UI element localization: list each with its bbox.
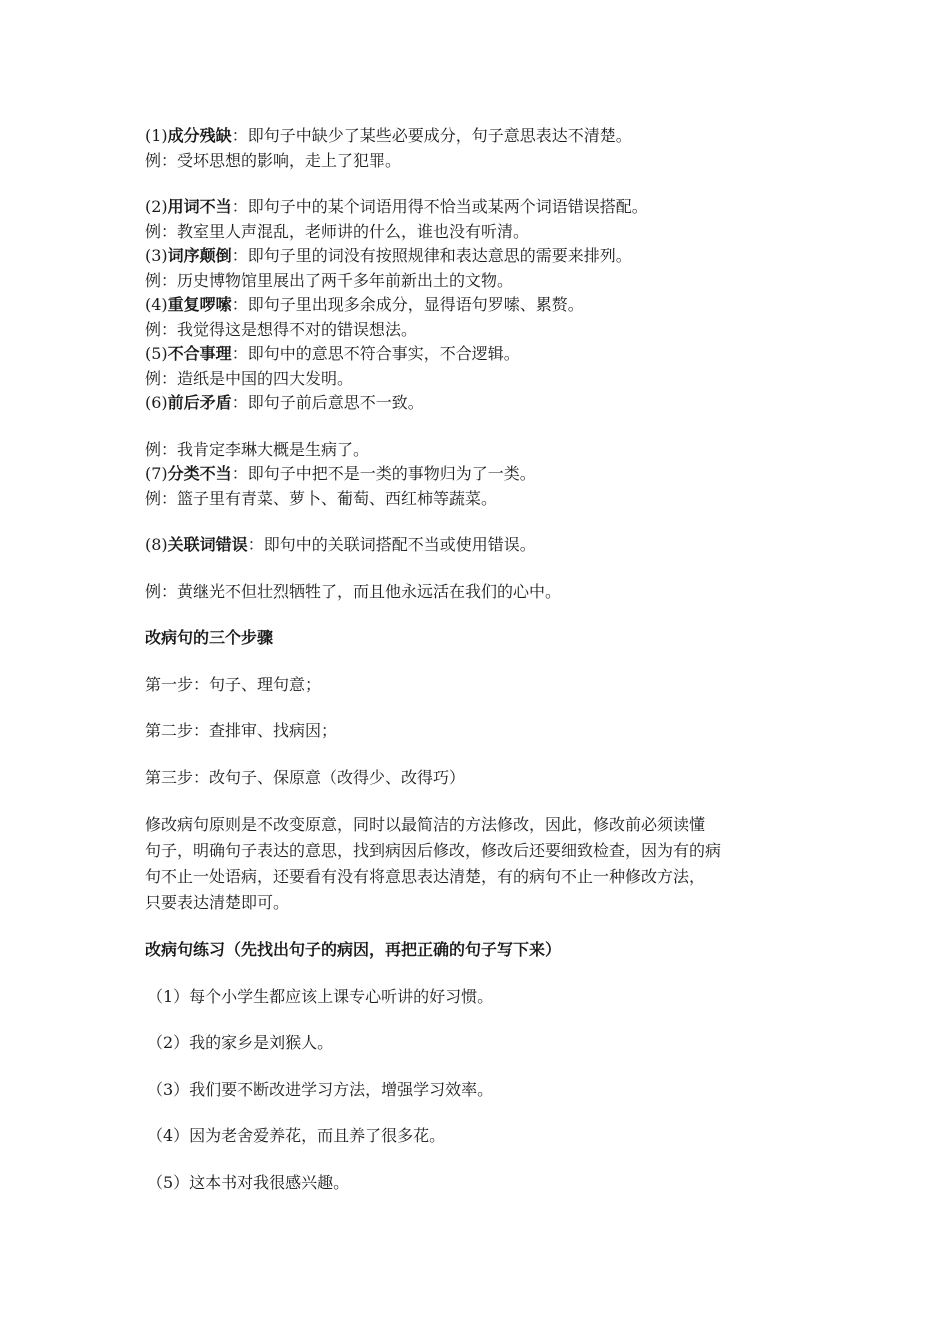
step-item-3: 第三步：改句子、保原意（改得少、改得巧） xyxy=(145,767,466,787)
exercise-item-5: （5）这本书对我很感兴趣。 xyxy=(147,1172,350,1192)
error-term: 关联词错误 xyxy=(167,535,248,554)
error-type-8 xyxy=(145,533,825,558)
error-example-8: 例：黄继光不但壮烈牺牲了，而且他永远活在我们的心中。 xyxy=(145,581,562,601)
error-num: (4) xyxy=(145,295,168,314)
error-desc: ：即句子中的某个词语用得不恰当或某两个词语错误搭配。 xyxy=(231,197,648,216)
error-type-1 xyxy=(145,124,825,149)
error-term: 成分残缺 xyxy=(167,126,232,145)
step-item-1: 第一步：句子、理句意； xyxy=(145,674,322,694)
error-num: (5) xyxy=(145,344,168,363)
error-term: 重复啰嗦 xyxy=(167,295,232,314)
principle-line: 只要表达清楚即可。 xyxy=(145,893,290,912)
document-page xyxy=(145,124,825,1195)
error-example-4: 例：我觉得这是想得不对的错误想法。 xyxy=(145,319,418,339)
exercise-heading: 改病句练习（先找出句子的病因，再把正确的句子写下来） xyxy=(145,940,562,959)
error-example-6: 例：我肯定李琳大概是生病了。 xyxy=(145,439,370,459)
error-num: (1) xyxy=(145,126,168,145)
principle-line: 句子，明确句子表达的意思，找到病因后修改，修改后还要细致检查，因为有的病 xyxy=(145,841,722,860)
exercise-item-4: （4）因为老舍爱养花，而且养了很多花。 xyxy=(147,1126,446,1145)
error-example-2: 例：教室里人声混乱，老师讲的什么，谁也没有听清。 xyxy=(145,221,530,241)
error-type-5 xyxy=(145,342,825,367)
steps-heading: 改病句的三个步骤 xyxy=(145,628,274,647)
error-example-1: 例：受坏思想的影响，走上了犯罪。 xyxy=(145,150,402,170)
error-desc: ：即句子里的词没有按照规律和表达意思的需要来排列。 xyxy=(231,246,632,265)
exercise-item-1: （1）每个小学生都应该上课专心听讲的好习惯。 xyxy=(147,986,494,1006)
error-num: (7) xyxy=(145,464,168,483)
error-type-2 xyxy=(145,195,825,220)
error-num: (2) xyxy=(145,197,168,216)
error-term: 前后矛盾 xyxy=(167,393,232,412)
error-desc: ：即句中的意思不符合事实，不合逻辑。 xyxy=(231,344,520,363)
exercise-item-2: （2）我的家乡是刘猴人。 xyxy=(147,1033,334,1052)
error-term: 词序颠倒 xyxy=(167,246,232,265)
exercise-item-3: （3）我们要不断改进学习方法，增强学习效率。 xyxy=(147,1079,494,1099)
error-desc: ：即句子里出现多余成分，显得语句罗嗦、累赘。 xyxy=(231,295,584,314)
error-desc: ：即句子中缺少了某些必要成分，句子意思表达不清楚。 xyxy=(231,126,632,145)
error-term: 用词不当 xyxy=(167,197,232,216)
error-type-4 xyxy=(145,293,825,318)
error-term: 不合事理 xyxy=(167,344,232,363)
principle-paragraph xyxy=(145,812,817,916)
error-type-7 xyxy=(145,462,825,487)
error-desc: ：即句中的关联词搭配不当或使用错误。 xyxy=(247,535,536,554)
error-type-3 xyxy=(145,244,825,269)
error-num: (6) xyxy=(145,393,168,412)
principle-line: 句不止一处语病，还要看有没有将意思表达清楚，有的病句不止一种修改方法， xyxy=(145,867,706,886)
error-example-3: 例：历史博物馆里展出了两千多年前新出土的文物。 xyxy=(145,270,514,290)
error-example-5: 例：造纸是中国的四大发明。 xyxy=(145,368,354,388)
error-term: 分类不当 xyxy=(167,464,232,483)
error-num: (3) xyxy=(145,246,168,265)
principle-line: 修改病句原则是不改变原意，同时以最简洁的方法修改，因此，修改前必须读懂 xyxy=(145,815,706,834)
error-type-6 xyxy=(145,391,825,416)
error-desc: ：即句子前后意思不一致。 xyxy=(231,393,424,412)
error-num: (8) xyxy=(145,535,168,554)
error-example-7: 例：篮子里有青菜、萝卜、葡萄、西红柿等蔬菜。 xyxy=(145,488,498,508)
step-item-2: 第二步：查排审、找病因； xyxy=(145,721,338,740)
error-desc: ：即句子中把不是一类的事物归为了一类。 xyxy=(231,464,536,483)
